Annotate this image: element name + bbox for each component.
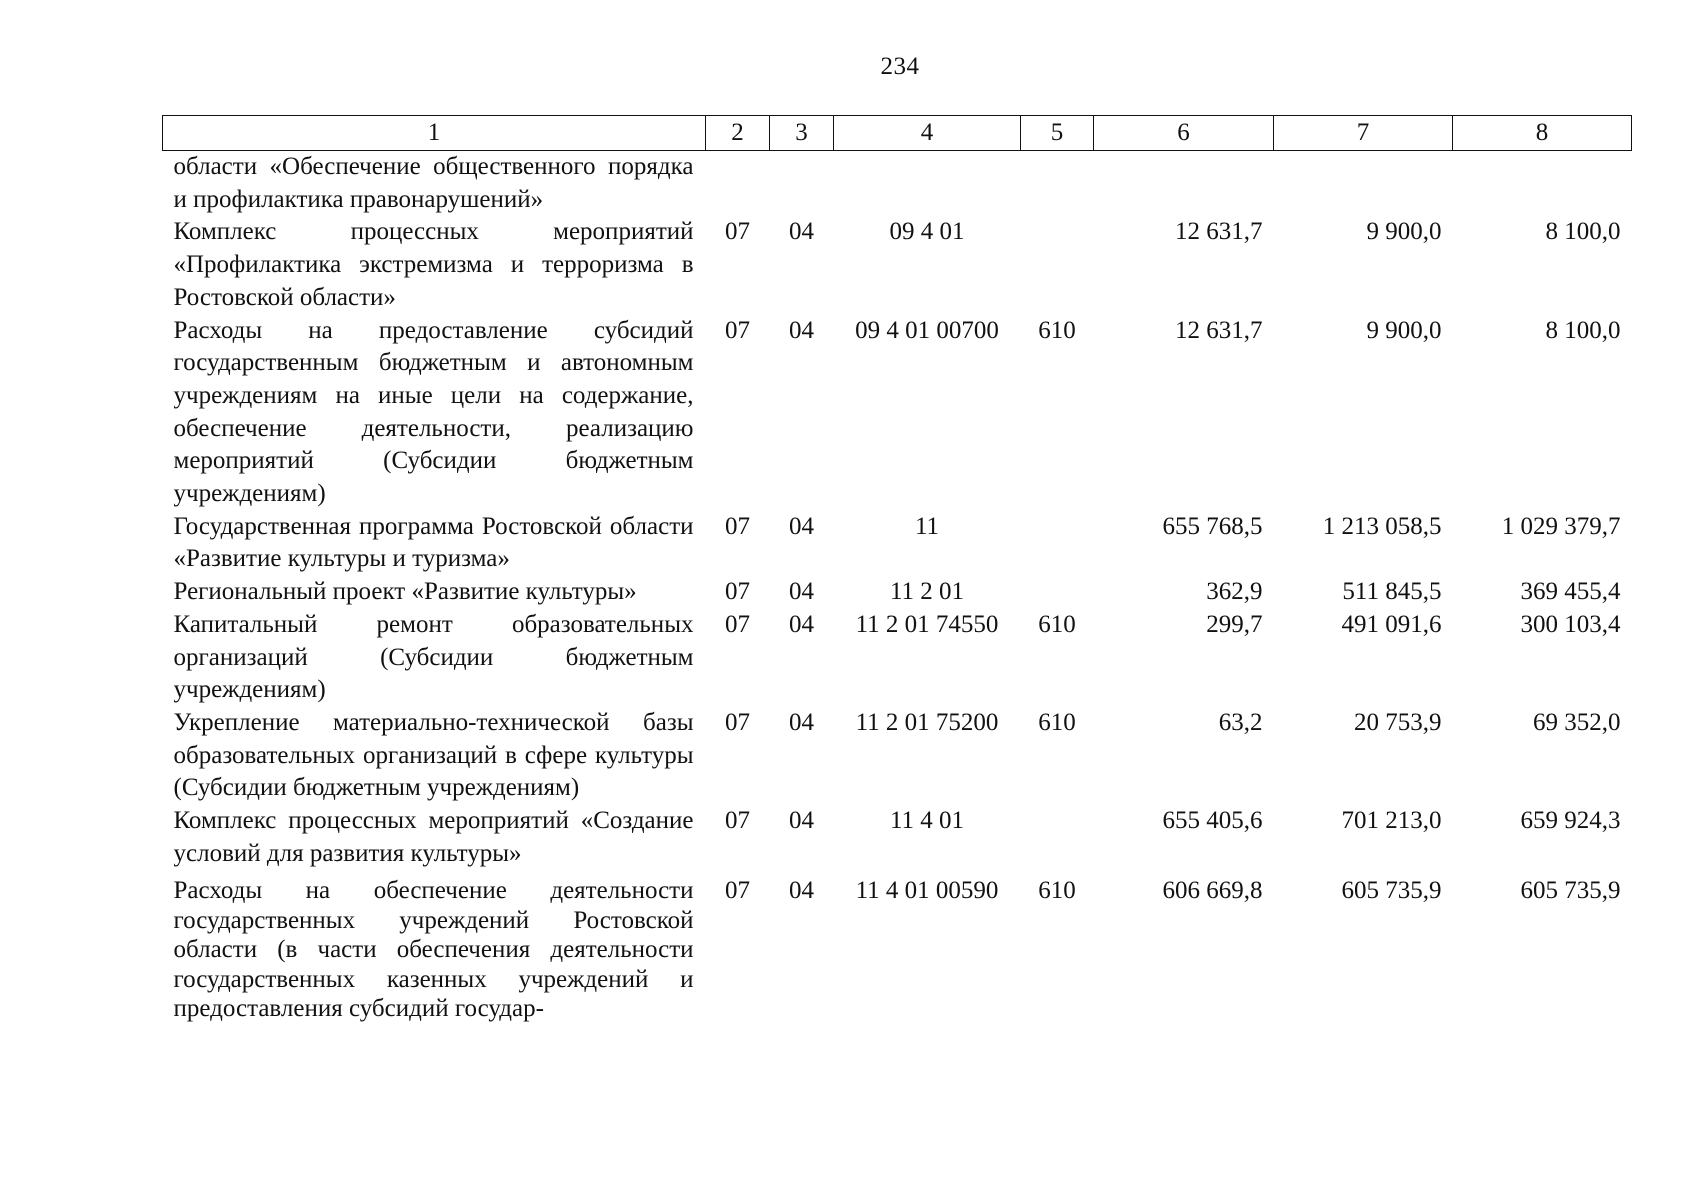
row-name: Государственная программа Ростовской области «Развитие культуры и туризма» — [173, 512, 694, 573]
row-target-article: 11 4 01 00590 — [855, 877, 999, 905]
row-subsection: 04 — [789, 807, 814, 835]
row-year-1: 606 669,8 — [1162, 877, 1263, 905]
row-target-article — [834, 151, 1021, 217]
row-section: 07 — [725, 877, 750, 905]
row-name: Укрепление материально-технической базы образовательных организаций в сфере культуры (Субсидии бюджетным учреждениям) — [173, 708, 694, 802]
header-row — [163, 116, 1632, 151]
row-subsection: 04 — [789, 512, 814, 540]
row-target-article: 11 4 01 — [889, 807, 965, 835]
row-year-3: 605 735,9 — [1520, 877, 1621, 905]
row-year-1: 12 631,7 — [1175, 316, 1263, 344]
row-year-3: 69 352,0 — [1533, 708, 1621, 736]
row-year-1: 63,2 — [1218, 708, 1263, 736]
row-year-2: 701 213,0 — [1341, 807, 1442, 835]
row-expense-type: 610 — [1038, 610, 1076, 638]
budget-table — [162, 115, 1632, 1024]
row-name: Региональный проект «Развитие культуры» — [173, 578, 637, 606]
row-year-2: 491 091,6 — [1341, 610, 1442, 638]
row-target-article: 11 2 01 — [889, 578, 965, 606]
row-section: 07 — [725, 316, 750, 344]
row-name: Расходы на предоставление субсидий государственным бюджетным и автономным учреждениям на иные цели на содержание, обеспечение деятельности, реализацию мероприятий (Субсидии бюджетным учреждениям) — [173, 316, 694, 508]
row-year-3: 8 100,0 — [1545, 218, 1621, 246]
row-section: 07 — [725, 807, 750, 835]
row-section: 07 — [725, 578, 750, 606]
row-subsection — [770, 151, 834, 217]
row-target-article: 09 4 01 — [889, 218, 965, 246]
row-subsection: 04 — [789, 578, 814, 606]
row-year-1: 12 631,7 — [1175, 218, 1263, 246]
row-year-1 — [1094, 151, 1274, 217]
header-col-7: 7 — [1274, 116, 1453, 151]
row-year-2: 20 753,9 — [1354, 708, 1442, 736]
row-name: Капитальный ремонт образовательных организаций (Субсидии бюджетным учреждениям) — [173, 610, 694, 704]
header-col-3: 3 — [770, 116, 834, 151]
row-year-3: 369 455,4 — [1520, 578, 1621, 606]
row-year-2: 9 900,0 — [1366, 316, 1442, 344]
row-name: области «Обеспечение общественного порядка и профилактика правонарушений» — [173, 153, 694, 213]
row-expense-type — [1021, 511, 1094, 576]
table-row — [163, 609, 1632, 707]
row-year-1: 362,9 — [1206, 578, 1263, 606]
table-row — [163, 870, 1632, 1024]
table-row — [163, 315, 1632, 511]
table-body — [163, 151, 1632, 1024]
table-header — [163, 116, 1632, 151]
table-row — [163, 216, 1632, 314]
row-year-3: 659 924,3 — [1520, 807, 1621, 835]
row-section: 07 — [725, 512, 750, 540]
row-year-1: 655 405,6 — [1162, 807, 1263, 835]
row-section — [706, 151, 770, 217]
header-col-1: 1 — [163, 116, 706, 151]
row-year-1: 655 768,5 — [1162, 512, 1263, 540]
header-col-4: 4 — [834, 116, 1021, 151]
row-year-2: 1 213 058,5 — [1322, 512, 1442, 540]
header-col-6: 6 — [1094, 116, 1274, 151]
row-subsection: 04 — [789, 218, 814, 246]
header-col-8: 8 — [1453, 116, 1632, 151]
header-col-2: 2 — [706, 116, 770, 151]
row-subsection: 04 — [789, 316, 814, 344]
row-target-article: 09 4 01 00700 — [855, 316, 999, 344]
row-year-1: 299,7 — [1206, 610, 1263, 638]
row-target-article: 11 2 01 75200 — [855, 708, 999, 736]
table-row — [163, 151, 1632, 217]
table-row — [163, 511, 1632, 576]
row-section: 07 — [725, 218, 750, 246]
row-expense-type — [1021, 805, 1094, 870]
row-year-3: 1 029 379,7 — [1501, 512, 1621, 540]
row-year-3 — [1453, 151, 1632, 217]
row-name: Комплекс процессных мероприятий «Профилактика экстремизма и терроризма в Ростовской области» — [173, 218, 694, 311]
row-expense-type: 610 — [1038, 316, 1076, 344]
row-expense-type — [1021, 151, 1094, 217]
row-expense-type: 610 — [1038, 708, 1076, 736]
header-col-5: 5 — [1021, 116, 1094, 151]
page-number: 234 — [880, 53, 920, 80]
row-year-2: 511 845,5 — [1342, 578, 1442, 606]
row-subsection: 04 — [789, 708, 814, 736]
row-section: 07 — [725, 610, 750, 638]
row-subsection: 04 — [789, 610, 814, 638]
row-expense-type — [1021, 576, 1094, 609]
table-row — [163, 576, 1632, 609]
row-target-article: 11 2 01 74550 — [855, 610, 999, 638]
row-year-2: 9 900,0 — [1366, 218, 1442, 246]
row-name: Расходы на обеспечение деятельности государственных учреждений Ростовской области (в части обеспечения деятельности государственных казенных учреждений и предоставления субсидий государ- — [173, 877, 694, 1023]
table-row — [163, 805, 1632, 870]
row-subsection: 04 — [789, 877, 814, 905]
row-year-2 — [1274, 151, 1453, 217]
row-year-2: 605 735,9 — [1341, 877, 1442, 905]
row-target-article: 11 — [914, 512, 940, 540]
row-year-3: 8 100,0 — [1545, 316, 1621, 344]
row-section: 07 — [725, 708, 750, 736]
row-name: Комплекс процессных мероприятий «Создание условий для развития культуры» — [173, 807, 694, 867]
row-expense-type: 610 — [1038, 877, 1076, 905]
row-expense-type — [1021, 216, 1094, 314]
row-year-3: 300 103,4 — [1520, 610, 1621, 638]
table-row — [163, 707, 1632, 805]
